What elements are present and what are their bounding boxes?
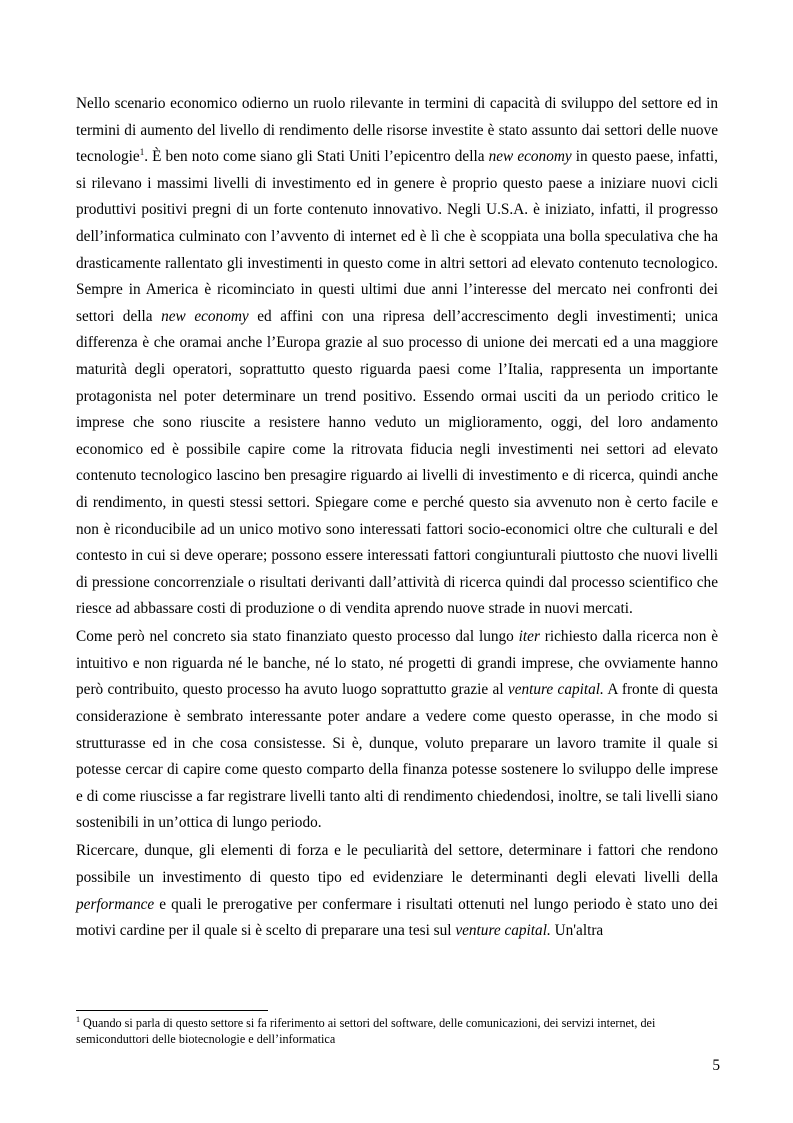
emphasis-new-economy: new economy (488, 148, 572, 166)
paragraph-2: Come però nel concreto sia stato finanziato questo processo dal lungo iter richiesto dalla ricerca non è intuitivo e non riguarda né le banche, né lo stato, né progetti di grandi imprese, che ovviamente hanno però contribuito, questo processo ha avuto luogo soprattutto grazie al venture capital. A fronte di questa considerazione è sembrato interessante poter andare a vedere come questo operasse, in che modo si strutturasse ed in che cosa consistesse. Si è, dunque, voluto preparare un lavoro tramite il quale si potesse cercar di capire come questo comparto della finanza potesse sostenere lo sviluppo delle imprese e di come riuscisse a far registrare livelli tanto alti di rendimento chiedendosi, inoltre, se tali livelli siano sostenibili in un’ottica di lungo periodo. (76, 628, 718, 832)
paragraph-2-text: Come però nel concreto sia stato finanziato questo processo dal lungo (76, 628, 519, 646)
emphasis-iter: iter (518, 628, 540, 646)
footnote-divider (76, 1010, 268, 1011)
emphasis-venture-capital: venture capital. (507, 681, 604, 699)
body-text (76, 91, 718, 946)
emphasis-new-economy: new economy (161, 307, 249, 325)
emphasis-performance: performance (76, 895, 155, 913)
emphasis-venture-capital: venture capital. (455, 922, 551, 940)
page-number: 5 (712, 1057, 720, 1074)
paragraph-3: Ricercare, dunque, gli elementi di forza e le peculiarità del settore, determinare i fattori che rendono possibile un investimento di questo tipo ed evidenziare le determinanti degli elevati livelli della performance e quali le prerogative per confermare i risultati ottenuti nel lungo periodo è stato uno dei motivi cardine per il quale si è scelto di preparare una tesi sul venture capital. Un'altra (76, 842, 718, 940)
paragraph-3-text: Ricercare, dunque, gli elementi di forza e le peculiarità del settore, determinare i fattori che rendono possibile un investimento di questo tipo ed evidenziare le determinanti degli elevati livelli della (76, 842, 718, 886)
footnote-marker: 1 (76, 1015, 80, 1024)
paragraph-1: Nello scenario economico odierno un ruolo rilevante in termini di capacità di sviluppo del settore ed in termini di aumento del livello di rendimento delle risorse investite è stato assunto dai settori delle nuove tecnologie$^1$. È ben noto come siano gli Stati Uniti l’epicentro della new economy in questo paese, infatti, si rilevano i massimi livelli di investimento ed in genere è proprio questo paese a iniziare nuovi cicli produttivi positivi pregni di un forte contenuto innovativo. Negli U.S.A. è iniziato, infatti, il progresso dell’informatica culminato con l’avvento di internet ed è lì che è scoppiata una bolla speculativa che ha drasticamente rallentato gli investimenti in questo come in altri settori ad elevato contenuto tecnologico. Sempre in America è ricominciato in questi ultimi due anni l’interesse del mercato nei confronti dei settori della new economy ed affini con una ripresa dell’accrescimento degli investimenti; unica differenza è che oramai anche l’Europa grazie al suo processo di unione dei mercati ed a una maggiore maturità degli operatori, soprattutto questo riguarda paesi come l’Italia, rappresenta un importante protagonista nel poter determinare un trend positivo. Essendo ormai usciti da un periodo critico le imprese che sono riuscite a resistere hanno veduto un miglioramento, oggi, del loro andamento economico ed è possibile capire come la ritrovata fiducia negli investimenti nei settori ad elevato contenuto tecnologico lascino ben presagire riguardo ai livelli di investimento e di ricerca, quindi anche di rendimento, in questi stessi settori. Spiegare come e perché questo sia avvenuto non è certo facile e non è riconducibile ad un unico motivo sono interessati fattori socio-economici oltre che culturali e del contesto in cui si deve operare; possono essere interessati fattori congiunturali piuttosto che nuovi livelli di pressione concorrenziale o risultati derivanti dall’attività di ricerca quindi dal processo scientifico che riesce ad abbassare costi di produzione o di vendita aprendo nuove strade in nuovi mercati. (76, 95, 718, 618)
footnote-reference[interactable]: 1 (139, 147, 145, 158)
footnote-text: Quando si parla di questo settore si fa riferimento ai settori del software, delle comunicazioni, dei servizi internet, dei semiconduttori delle biotecnologie e dell’informatica (76, 1016, 656, 1046)
paragraph-1-text: Nello scenario economico odierno un ruolo rilevante in termini di capacità di sviluppo del settore ed in termini di aumento del livello di rendimento delle risorse investite è stato assunto dai settori delle nuove tecnologie (76, 95, 718, 166)
footnote (76, 1015, 718, 1047)
